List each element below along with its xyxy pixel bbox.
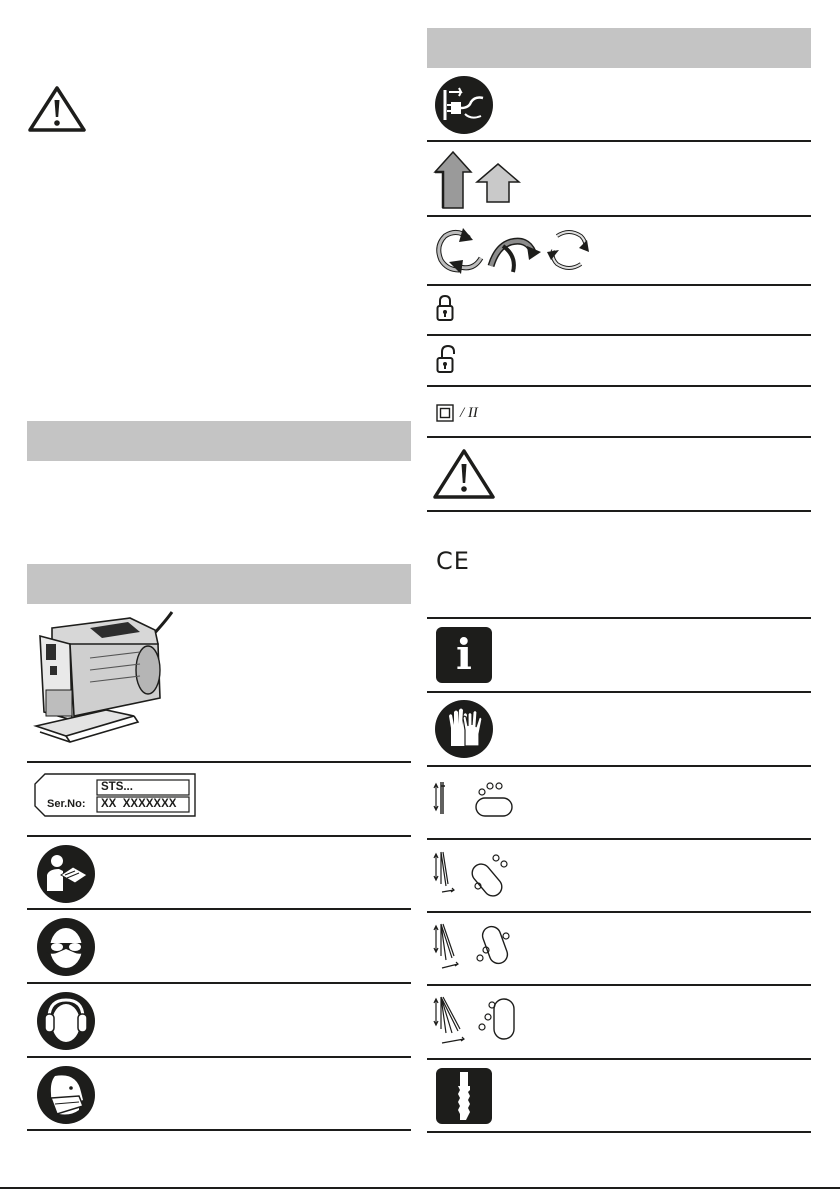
divider	[27, 835, 411, 837]
info-icon	[436, 627, 492, 683]
page-bottom-line	[0, 1187, 840, 1189]
divider	[427, 911, 811, 913]
divider	[427, 1058, 811, 1060]
rating-label	[33, 772, 197, 820]
unplug-icon	[435, 76, 493, 134]
divider	[427, 140, 811, 142]
divider	[27, 1129, 411, 1131]
eye-protection-icon	[37, 918, 95, 976]
divider	[27, 982, 411, 984]
divider	[427, 284, 811, 286]
divider	[427, 765, 811, 767]
warning-triangle-icon	[27, 85, 87, 133]
divider	[427, 215, 811, 217]
read-manual-icon	[37, 845, 95, 903]
rotation-arrows-icon	[433, 226, 591, 274]
warning-triangle-icon	[432, 448, 496, 500]
rating-label-model: STS...	[101, 781, 133, 793]
pendulum-1-icon	[432, 850, 518, 898]
divider	[427, 334, 811, 336]
header-bar	[427, 28, 811, 68]
divider	[427, 691, 811, 693]
divider	[427, 984, 811, 986]
gloves-icon	[435, 700, 493, 758]
protection-class-ii-text: / II	[460, 405, 478, 421]
ce-mark-icon	[436, 548, 476, 574]
divider	[427, 436, 811, 438]
protection-class-ii-icon	[436, 404, 516, 424]
divider	[27, 1056, 411, 1058]
pendulum-0-icon	[432, 780, 518, 826]
divider	[427, 617, 811, 619]
divider	[427, 838, 811, 840]
pendulum-2-icon	[432, 922, 518, 974]
locked-padlock-icon	[436, 294, 454, 322]
up-arrows-icon	[433, 150, 521, 210]
divider	[427, 385, 811, 387]
saw-blade-icon	[436, 1068, 492, 1124]
section-bar-2	[27, 564, 411, 604]
rating-label-serial-label: Ser.No:	[47, 798, 86, 810]
section-bar-1	[27, 421, 411, 461]
pendulum-3-icon	[432, 995, 518, 1047]
divider	[27, 761, 411, 763]
divider	[27, 908, 411, 910]
dust-mask-icon	[37, 1066, 95, 1124]
info-icon-letter: i	[456, 630, 472, 679]
jigsaw-illustration	[30, 608, 180, 753]
ear-protection-icon	[37, 992, 95, 1050]
divider	[427, 510, 811, 512]
rating-label-serial-value: XX XXXXXXX	[101, 798, 177, 810]
divider	[427, 1131, 811, 1133]
ce-mark-text: CE	[436, 547, 470, 575]
unlocked-padlock-icon	[436, 344, 458, 374]
